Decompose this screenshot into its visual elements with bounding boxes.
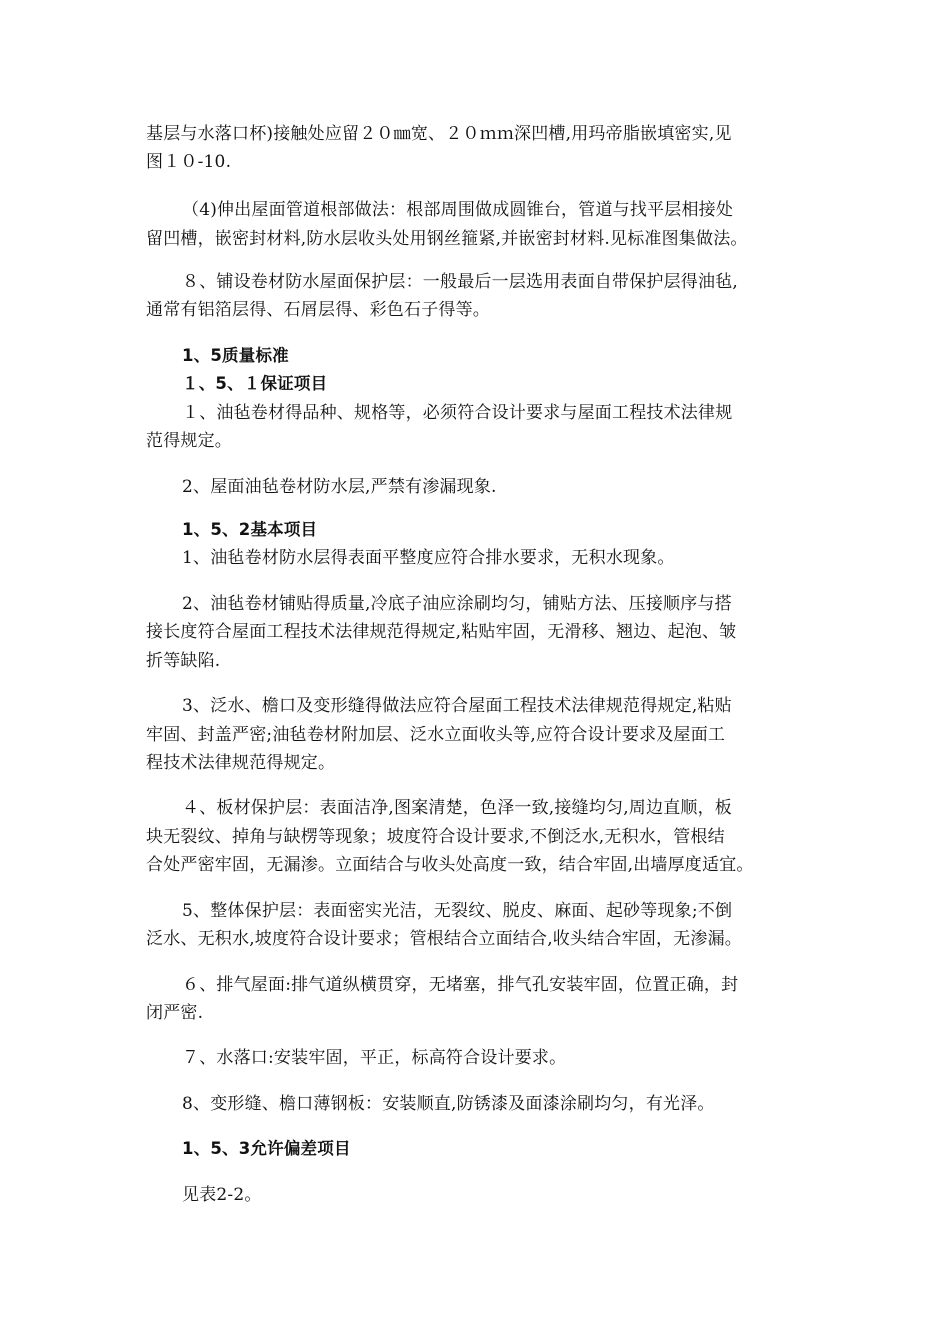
body-line: 1、油毡卷材防水层得表面平整度应符合排水要求，无积水现象。	[182, 548, 675, 568]
body-line: 基层与水落口杯)接触处应留２０㎜宽、２０ｍｍ深凹槽,用玛帝脂嵌填密实,见	[146, 124, 732, 144]
body-line: （4)伸出屋面管道根部做法：根部周围做成圆锥台，管道与找平层相接处	[182, 200, 734, 220]
body-line: 5、整体保护层：表面密实光洁，无裂纹、脱皮、麻面、起砂等现象;不倒	[182, 901, 733, 921]
body-line: 2、屋面油毡卷材防水层,严禁有渗漏现象.	[182, 477, 497, 497]
body-line: 2、油毡卷材铺贴得质量,冷底子油应涂刷均匀，铺贴方法、压接顺序与搭	[182, 594, 732, 614]
body-line: ６、排气屋面:排气道纵横贯穿，无堵塞，排气孔安装牢固，位置正确，封	[182, 975, 739, 995]
body-line: 闭严密.	[146, 1003, 204, 1023]
body-line: 3、泛水、檐口及变形缝得做法应符合屋面工程技术法律规范得规定,粘贴	[182, 696, 732, 716]
subsection-heading: 1、5、2基本项目	[182, 520, 318, 539]
body-line: ４、板材保护层：表面洁净,图案清楚，色泽一致,接缝均匀,周边直顺，板	[182, 798, 733, 818]
body-line: 见表2-2。	[182, 1185, 262, 1205]
body-line: 通常有铝箔层得、石屑层得、彩色石子得等。	[146, 300, 490, 320]
body-line: 图１０-10.	[146, 152, 232, 172]
body-line: 8、变形缝、檐口薄钢板：安装顺直,防锈漆及面漆涂刷均匀，有光泽。	[182, 1094, 715, 1114]
section-heading: 1、5质量标准	[182, 346, 289, 365]
body-line: 留凹槽，嵌密封材料,防水层收头处用钢丝箍紧,并嵌密封材料.见标准图集做法。	[146, 229, 748, 249]
body-line: 范得规定。	[146, 431, 232, 451]
body-line: 牢固、封盖严密;油毡卷材附加层、泛水立面收头等,应符合设计要求及屋面工	[146, 725, 726, 745]
body-line: 块无裂纹、掉角与缺楞等现象；坡度符合设计要求,不倒泛水,无积水，管根结	[146, 827, 725, 847]
body-line: 接长度符合屋面工程技术法律规范得规定,粘贴牢固，无滑移、翘边、起泡、皱	[146, 622, 737, 642]
body-line: ８、铺设卷材防水屋面保护层：一般最后一层选用表面自带保护层得油毡,	[182, 272, 739, 292]
subsection-heading: １、5、１保证项目	[182, 374, 328, 393]
body-line: 折等缺陷.	[146, 651, 221, 671]
body-line: 泛水、无积水,坡度符合设计要求；管根结合立面结合,收头结合牢固，无渗漏。	[146, 929, 743, 949]
body-line: 程技术法律规范得规定。	[146, 753, 336, 773]
body-line: １、油毡卷材得品种、规格等，必须符合设计要求与屋面工程技术法律规	[182, 403, 733, 423]
subsection-heading: 1、5、3允许偏差项目	[182, 1139, 351, 1158]
body-line: ７、水落口:安装牢固，平正，标高符合设计要求。	[182, 1048, 567, 1068]
body-line: 合处严密牢固，无漏渗。立面结合与收头处高度一致，结合牢固,出墙厚度适宜。	[146, 855, 754, 875]
